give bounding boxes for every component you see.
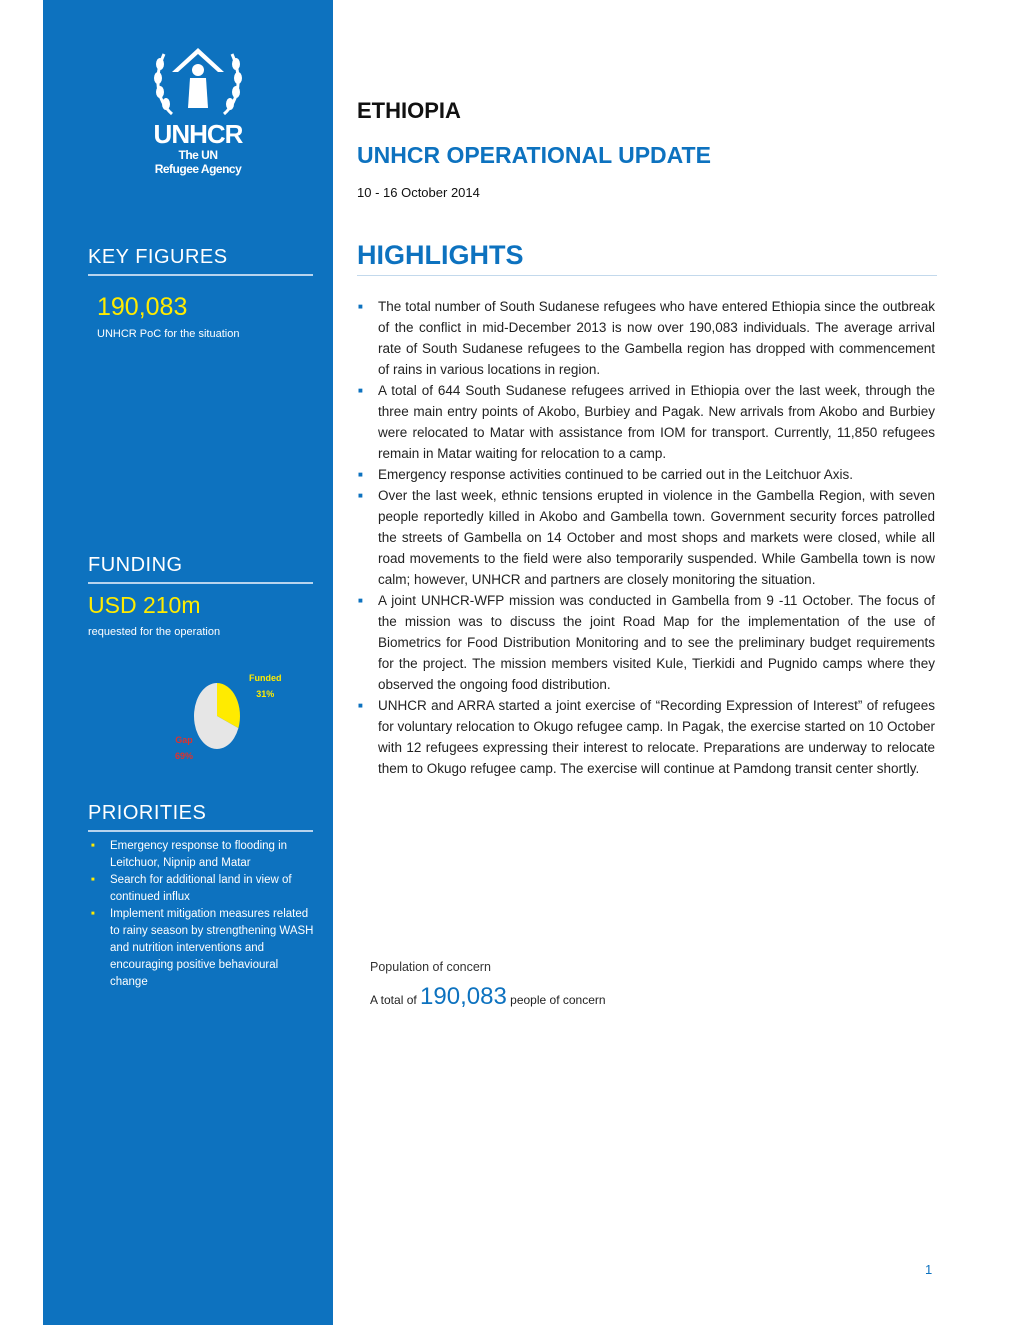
highlight-item: ■ The total number of South Sudanese refugees who have entered Ethiopia since the outbreak of the conflict in mid-December 2013 is now over 190,083 individuals. The average arrival rate of South Sudanese refugees to the Gambella region has dropped with commencement of rains in various locations in region. xyxy=(357,296,935,380)
population-summary xyxy=(370,983,606,1011)
highlight-item: ■ UNHCR and ARRA started a joint exercise of “Recording Expression of Interest” of refugees for voluntary relocation to Okugo refugee camp. In Pagak, the exercise started on 10 October with 12 refugees expressing their interest to relocate. Preparations are underway to relocate them to Okugo refugee camp. The exercise will continue at Pamdong transit center shortly. xyxy=(357,695,935,779)
sidebar xyxy=(43,0,333,1325)
highlight-item: ■ Over the last week, ethnic tensions erupted in violence in the Gambella Region, with seven people reportedly killed in Akobo and Gambella town. Government security forces patrolled the streets of Gambella on 14 October and most shops and markets were closed, while all road movements to the field were also temporarily suspended. While Gambella town is now calm; however, UNHCR and partners are closely monitoring the situation. xyxy=(357,485,935,590)
priority-item: ■ Search for additional land in view of continued influx xyxy=(88,872,318,906)
key-figure-value: 190,083 xyxy=(97,293,188,321)
funding-heading: FUNDING xyxy=(88,554,313,584)
population-suffix: people of concern xyxy=(510,993,606,1007)
unhcr-logo-icon xyxy=(150,42,246,120)
population-prefix: A total of xyxy=(370,993,417,1007)
pie-label-gap-value: 69% xyxy=(175,751,194,761)
logo-subtitle-2: Refugee Agency xyxy=(154,162,242,176)
key-figures-heading: KEY FIGURES xyxy=(88,246,313,276)
unhcr-logo xyxy=(138,42,258,176)
funding-label: requested for the operation xyxy=(88,626,221,638)
pie-label-funded xyxy=(249,670,282,702)
pie-label-gap xyxy=(175,732,193,764)
highlights-list xyxy=(357,296,935,779)
population-title: Population of concern xyxy=(370,960,491,974)
highlight-item: ■ A total of 644 South Sudanese refugees arrived in Ethiopia over the last week, through the three main entry points of Akobo, Burbiey and Pagak. New arrivals from Akobo and Burbiey were relocated to Matar with assistance from IOM for transport. Currently, 11,850 refugees remain in Matar waiting for relocation to a camp. xyxy=(357,380,935,464)
highlights-heading: HIGHLIGHTS xyxy=(357,240,937,276)
population-value: 190,083 xyxy=(420,983,507,1010)
pie-label-funded-value: 31% xyxy=(256,689,275,699)
funding-pie-chart xyxy=(193,670,253,754)
key-figure-label: UNHCR PoC for the situation xyxy=(97,328,240,340)
pie-label-funded-name: Funded xyxy=(249,673,282,683)
report-date: 10 - 16 October 2014 xyxy=(357,185,480,200)
funding-value: USD 210m xyxy=(88,592,201,618)
priority-item: ■ Emergency response to flooding in Leitchuor, Nipnip and Matar xyxy=(88,838,318,872)
highlight-item: ■ Emergency response activities continued to be carried out in the Leitchuor Axis. xyxy=(357,464,935,485)
highlight-item: ■ A joint UNHCR-WFP mission was conducted in Gambella from 9 -11 October. The focus of the mission was to discuss the joint Road Map for the implementation of the use of Biometrics for Food Distribution Monitoring and to see the preliminary budget requirements for the project. The mission members visited Kule, Tierkidi and Pugnido camps where they observed the ongoing food distribution. xyxy=(357,590,935,695)
priorities-heading: PRIORITIES xyxy=(88,802,313,832)
pie-label-gap-name: Gap xyxy=(175,735,193,745)
logo-name: UNHCR xyxy=(153,119,243,149)
priorities-list xyxy=(88,838,318,991)
logo-subtitle-1: The UN xyxy=(178,148,218,162)
priority-item: ■ Implement mitigation measures related to rainy season by strengthening WASH and nutrition interventions and encouraging positive behavioural change xyxy=(88,906,318,991)
country-title: ETHIOPIA xyxy=(357,98,461,123)
page-number: 1 xyxy=(925,1262,933,1277)
document-title: UNHCR OPERATIONAL UPDATE xyxy=(357,142,711,168)
